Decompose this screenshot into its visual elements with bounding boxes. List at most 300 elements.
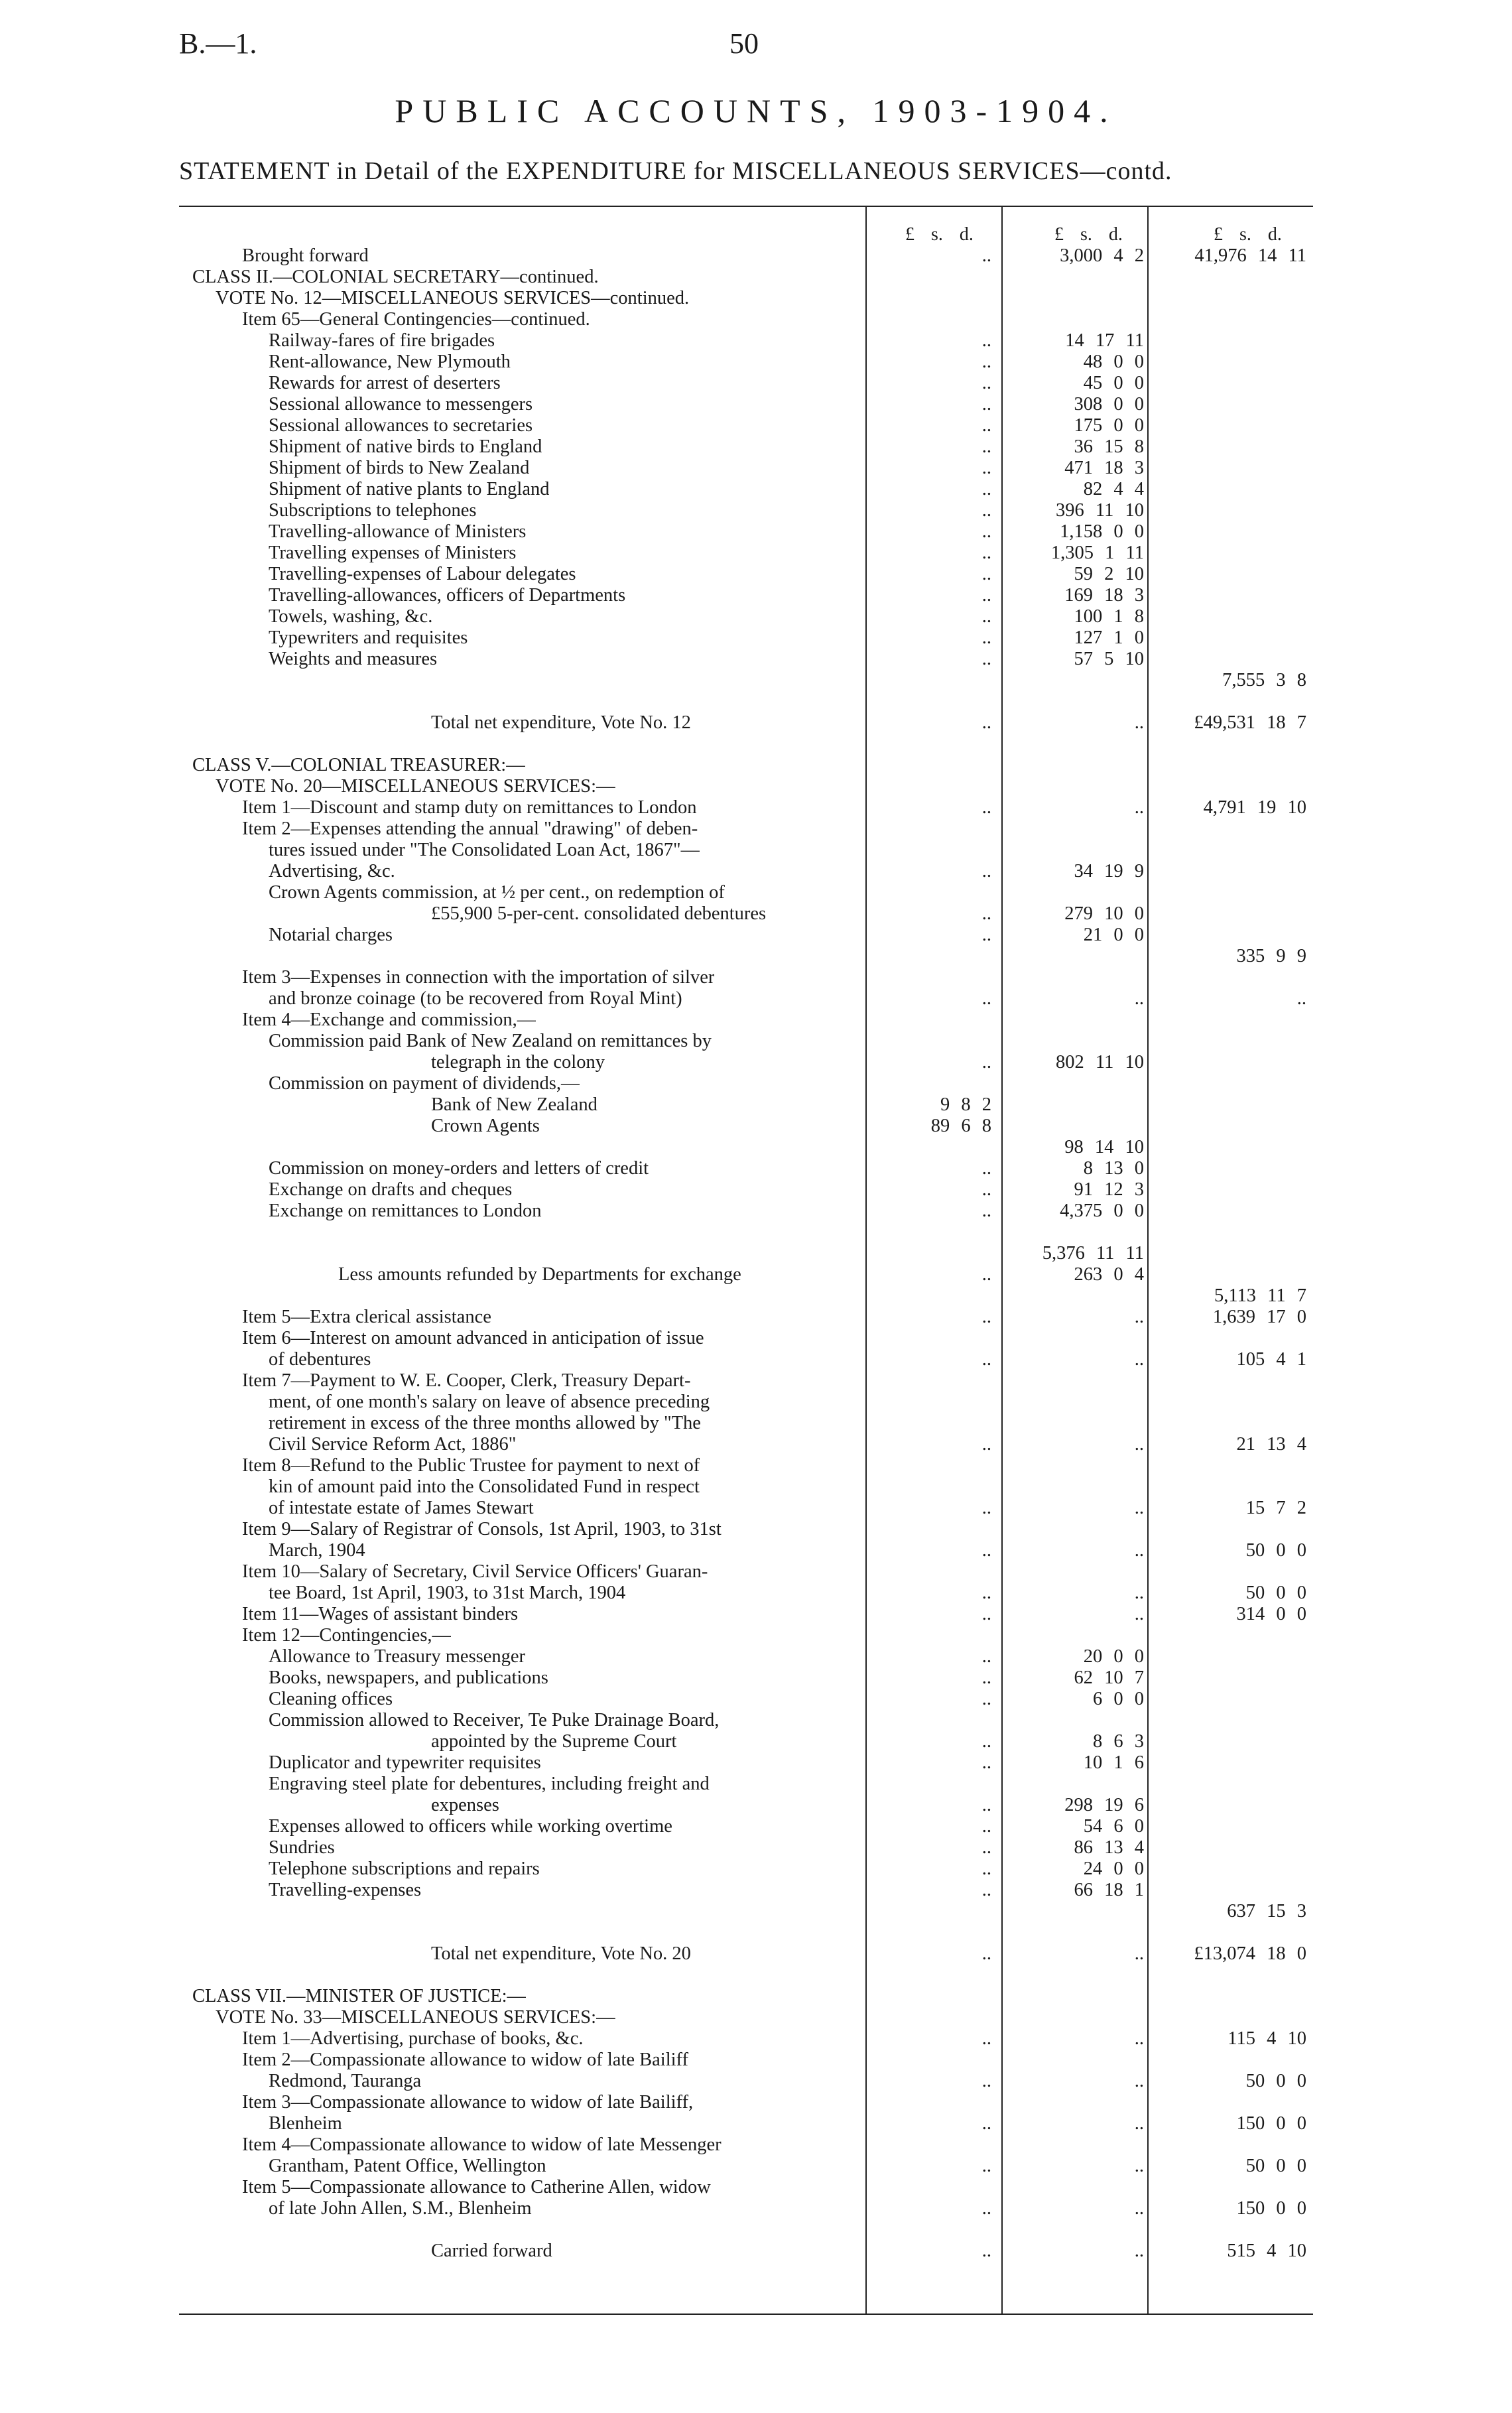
row-label: Less amounts refunded by Departments for exchange [338, 1264, 741, 1285]
amount-c1: .. [981, 649, 991, 669]
amount-c2: .. [1134, 1307, 1144, 1327]
row-label: Weights and measures [269, 649, 438, 669]
amount-c2: 48 0 0 [1083, 352, 1144, 372]
amount-c2: 21 0 0 [1083, 925, 1144, 945]
amount-c1: .. [981, 1667, 991, 1688]
row-label: and bronze coinage (to be recovered from Royal Mint) [269, 988, 682, 1009]
table-row [179, 1795, 1313, 1816]
table-row [179, 925, 1313, 946]
amount-c1: .. [981, 1264, 991, 1285]
amount-c1: .. [981, 1540, 991, 1561]
table-row [179, 1943, 1313, 1965]
row-label: Item 6—Interest on amount advanced in anticipation of issue [242, 1328, 704, 1348]
row-label: of intestate estate of James Stewart [269, 1498, 534, 1518]
amount-c2: 6 0 0 [1093, 1689, 1144, 1709]
table-row [179, 649, 1313, 670]
table-row [179, 2007, 1313, 2028]
amount-c1: .. [981, 1859, 991, 1879]
amount-c1: .. [981, 479, 991, 499]
row-label: Carried forward [431, 2241, 552, 2261]
table-row [179, 1179, 1313, 1201]
amount-c2: 98 14 10 [1064, 1137, 1144, 1157]
table-row [179, 734, 1313, 755]
row-label: CLASS VII.—MINISTER OF JUSTICE:— [192, 1986, 527, 2006]
amount-c2: .. [1134, 1604, 1144, 1624]
amount-c2: 471 18 3 [1064, 458, 1144, 478]
table-row [179, 1667, 1313, 1689]
table-row [179, 415, 1313, 436]
row-label: Item 4—Compassionate allowance to widow of late Messenger [242, 2134, 722, 2155]
table-row [179, 2113, 1313, 2134]
table-row [179, 479, 1313, 500]
row-label: ment, of one month's salary on leave of absence preceding [269, 1392, 710, 1412]
table-row [179, 755, 1313, 776]
amount-c3: 637 15 3 [1227, 1901, 1306, 1922]
table-row [179, 1455, 1313, 1476]
row-label: expenses [431, 1795, 499, 1815]
table-row [179, 585, 1313, 606]
amount-c2: .. [1134, 1349, 1144, 1370]
row-label: Shipment of birds to New Zealand [269, 458, 530, 478]
amount-c1: .. [981, 394, 991, 415]
amount-c2: .. [1134, 2241, 1144, 2261]
table-row [179, 2028, 1313, 2050]
row-label: Item 65—General Contingencies—continued. [242, 309, 590, 330]
table-row [179, 1752, 1313, 1774]
table-row [179, 691, 1313, 712]
table-row [179, 1413, 1313, 1434]
amount-c3: 50 0 0 [1245, 2071, 1306, 2091]
amount-c1: .. [981, 903, 991, 924]
row-label: telegraph in the colony [431, 1052, 605, 1073]
row-label: Bank of New Zealand [431, 1094, 598, 1115]
row-label: retirement in excess of the three months allowed by "The [269, 1413, 701, 1433]
table-row [179, 606, 1313, 627]
table-row [179, 776, 1313, 797]
amount-c1: .. [981, 861, 991, 881]
amount-c2: 36 15 8 [1074, 436, 1144, 457]
row-label: Notarial charges [269, 925, 393, 945]
amount-c1: .. [981, 373, 991, 393]
row-label: CLASS II.—COLONIAL SECRETARY—continued. [192, 267, 599, 287]
amount-c1: 9 8 2 [940, 1094, 991, 1115]
page-number: 50 [729, 27, 759, 60]
table-row [179, 1922, 1313, 1943]
amount-c2: 127 1 0 [1074, 627, 1144, 648]
row-label: Item 7—Payment to W. E. Cooper, Clerk, Treasury Depart- [242, 1370, 691, 1391]
row-label: Rent-allowance, New Plymouth [269, 352, 511, 372]
row-label: Item 3—Compassionate allowance to widow of late Bailiff, [242, 2092, 694, 2113]
statement-subtitle: STATEMENT in Detail of the EXPENDITURE for MISCELLANEOUS SERVICES—contd. [179, 157, 1172, 185]
table-row [179, 500, 1313, 521]
table-row [179, 818, 1313, 840]
row-label: Commission on money-orders and letters of credit [269, 1158, 649, 1179]
amount-c2: 263 0 4 [1074, 1264, 1144, 1285]
amount-c1: .. [981, 1795, 991, 1815]
amount-c1: .. [981, 521, 991, 542]
amount-c1: .. [981, 1349, 991, 1370]
amount-c1: .. [981, 352, 991, 372]
table-row [179, 267, 1313, 288]
table-row [179, 967, 1313, 988]
amount-c2: 82 4 4 [1083, 479, 1144, 499]
row-label: Engraving steel plate for debentures, including freight and [269, 1774, 710, 1794]
amount-c1: .. [981, 1837, 991, 1858]
amount-c2: .. [1134, 2156, 1144, 2176]
table-row [179, 1561, 1313, 1583]
row-label: Travelling-expenses [269, 1880, 422, 1900]
table-row [179, 1816, 1313, 1837]
table-row [179, 330, 1313, 352]
amount-c1: .. [981, 1158, 991, 1179]
row-label: Shipment of native plants to England [269, 479, 550, 499]
table-row [179, 394, 1313, 415]
amount-c3: £13,074 18 0 [1194, 1943, 1306, 1964]
amount-c1: .. [981, 436, 991, 457]
amount-c1: .. [981, 1434, 991, 1455]
amount-c2: 62 10 7 [1074, 1667, 1144, 1688]
row-label: Crown Agents commission, at ½ per cent., on redemption of [269, 882, 725, 903]
table-row [179, 1965, 1313, 1986]
row-label: £55,900 5-per-cent. consolidated debentures [431, 903, 767, 924]
amount-c1: .. [981, 712, 991, 733]
amount-c3: 314 0 0 [1236, 1604, 1306, 1624]
row-label: Typewriters and requisites [269, 627, 468, 648]
table-row [179, 1901, 1313, 1922]
table-row [179, 309, 1313, 330]
row-label: Item 11—Wages of assistant binders [242, 1604, 519, 1624]
amount-c1: .. [981, 1604, 991, 1624]
amount-c1: .. [981, 1731, 991, 1752]
row-label: Commission allowed to Receiver, Te Puke Drainage Board, [269, 1710, 720, 1730]
table-row [179, 1689, 1313, 1710]
row-label: Redmond, Tauranga [269, 2071, 422, 2091]
amount-c1: .. [981, 415, 991, 436]
table-row [179, 1646, 1313, 1667]
table-row [179, 2071, 1313, 2092]
expenditure-table [179, 206, 1313, 2315]
table-row [179, 373, 1313, 394]
table-row [179, 2177, 1313, 2198]
row-label: Item 2—Expenses attending the annual "drawing" of deben- [242, 818, 698, 839]
row-label: Travelling-allowances, officers of Departments [269, 585, 626, 606]
row-label: Duplicator and typewriter requisites [269, 1752, 541, 1773]
table-row [179, 2156, 1313, 2177]
amount-c3: 1,639 17 0 [1212, 1307, 1306, 1327]
table-row [179, 1519, 1313, 1540]
amount-c2: 1,305 1 11 [1050, 543, 1144, 563]
amount-c1: .. [981, 988, 991, 1009]
table-row [179, 1583, 1313, 1604]
amount-c3: 335 9 9 [1236, 946, 1306, 966]
row-label: Blenheim [269, 2113, 342, 2134]
table-row [179, 1073, 1313, 1094]
row-label: Cleaning offices [269, 1689, 393, 1709]
row-label: Grantham, Patent Office, Wellington [269, 2156, 546, 2176]
table-row [179, 1307, 1313, 1328]
amount-c1: .. [981, 1583, 991, 1603]
table-row [179, 1094, 1313, 1116]
row-label: Commission on payment of dividends,— [269, 1073, 580, 1094]
amount-c2: 279 10 0 [1064, 903, 1144, 924]
table-row [179, 1264, 1313, 1285]
amount-c3: 41,976 14 11 [1194, 245, 1306, 266]
table-row [179, 2219, 1313, 2241]
amount-c1: .. [981, 458, 991, 478]
amount-c1: .. [981, 1052, 991, 1073]
amount-c1: .. [981, 627, 991, 648]
amount-c1: .. [981, 245, 991, 266]
table-row [179, 1158, 1313, 1179]
table-row [179, 458, 1313, 479]
amount-c3: 150 0 0 [1236, 2113, 1306, 2134]
row-label: Item 5—Extra clerical assistance [242, 1307, 491, 1327]
amount-c2: 396 11 10 [1056, 500, 1144, 521]
table-row [179, 1859, 1313, 1880]
row-label: VOTE No. 20—MISCELLANEOUS SERVICES:— [216, 776, 615, 797]
table-row [179, 2134, 1313, 2156]
row-label: Sessional allowance to messengers [269, 394, 533, 415]
row-label: Allowance to Treasury messenger [269, 1646, 526, 1667]
amount-c1: .. [981, 543, 991, 563]
table-row [179, 1498, 1313, 1519]
amount-c2: 14 17 11 [1065, 330, 1144, 351]
table-row [179, 1710, 1313, 1731]
row-label: Advertising, &c. [269, 861, 395, 881]
table-row [179, 712, 1313, 734]
amount-c1: .. [981, 925, 991, 945]
amount-c3: 150 0 0 [1236, 2198, 1306, 2219]
amount-c1: .. [981, 1943, 991, 1964]
amount-c3: 21 13 4 [1236, 1434, 1306, 1455]
row-label: Travelling expenses of Ministers [269, 543, 517, 563]
row-label: tures issued under "The Consolidated Loan Act, 1867"— [269, 840, 700, 860]
row-label: Total net expenditure, Vote No. 20 [431, 1943, 691, 1964]
row-label: appointed by the Supreme Court [431, 1731, 677, 1752]
amount-c1: .. [981, 564, 991, 584]
amount-c2: 8 6 3 [1093, 1731, 1144, 1752]
table-row [179, 1349, 1313, 1370]
amount-c2: .. [1134, 2113, 1144, 2134]
row-label: Item 3—Expenses in connection with the importation of silver [242, 967, 715, 988]
amount-c2: 45 0 0 [1083, 373, 1144, 393]
amount-c2: 91 12 3 [1074, 1179, 1144, 1200]
row-label: Subscriptions to telephones [269, 500, 477, 521]
row-label: Expenses allowed to officers while working overtime [269, 1816, 672, 1837]
amount-c1: .. [981, 2241, 991, 2261]
table-row [179, 861, 1313, 882]
table-row [179, 2198, 1313, 2219]
row-label: Brought forward [242, 245, 369, 266]
amount-c1: 89 6 8 [930, 1116, 991, 1136]
amount-c2: 8 13 0 [1083, 1158, 1144, 1179]
row-label: Towels, washing, &c. [269, 606, 433, 627]
table-row [179, 1285, 1313, 1307]
table-row [179, 1986, 1313, 2007]
currency-header-col2: £ s. d. [1054, 224, 1123, 245]
amount-c3: .. [1296, 988, 1306, 1009]
row-label: Exchange on drafts and cheques [269, 1179, 513, 1200]
amount-c2: 4,375 0 0 [1060, 1201, 1144, 1221]
table-row [179, 436, 1313, 458]
amount-c1: .. [981, 797, 991, 818]
amount-c1: .. [981, 1179, 991, 1200]
row-label: Sessional allowances to secretaries [269, 415, 533, 436]
amount-c1: .. [981, 2156, 991, 2176]
table-row [179, 1137, 1313, 1158]
row-label: March, 1904 [269, 1540, 365, 1561]
page-ref: B.—1. [179, 27, 257, 60]
table-row [179, 1031, 1313, 1052]
amount-c2: 24 0 0 [1083, 1859, 1144, 1879]
amount-c2: 298 19 6 [1064, 1795, 1144, 1815]
amount-c1: .. [981, 1201, 991, 1221]
row-label: Total net expenditure, Vote No. 12 [431, 712, 691, 733]
amount-c2: 175 0 0 [1074, 415, 1144, 436]
row-label: Shipment of native birds to England [269, 436, 542, 457]
amount-c1: .. [981, 1752, 991, 1773]
amount-c2: 5,376 11 11 [1042, 1243, 1144, 1264]
table-row [179, 564, 1313, 585]
row-label: Exchange on remittances to London [269, 1201, 542, 1221]
table-row [179, 1370, 1313, 1392]
amount-c2: .. [1134, 2198, 1144, 2219]
amount-c3: 50 0 0 [1245, 2156, 1306, 2176]
amount-c1: .. [981, 1498, 991, 1518]
row-label: Sundries [269, 1837, 335, 1858]
amount-c2: .. [1134, 1434, 1144, 1455]
amount-c1: .. [981, 2198, 991, 2219]
amount-c3: 4,791 19 10 [1203, 797, 1306, 818]
table-row [179, 288, 1313, 309]
amount-c3: 105 4 1 [1236, 1349, 1306, 1370]
amount-c1: .. [981, 2113, 991, 2134]
table-top-rule [179, 206, 1313, 207]
amount-c2: 66 18 1 [1074, 1880, 1144, 1900]
amount-c2: 57 5 10 [1074, 649, 1144, 669]
table-row [179, 1243, 1313, 1264]
amount-c2: .. [1134, 1498, 1144, 1518]
currency-header-col1: £ s. d. [905, 224, 974, 245]
amount-c1: .. [981, 1689, 991, 1709]
table-row [179, 2241, 1313, 2262]
table-row [179, 1540, 1313, 1561]
amount-c2: 802 11 10 [1056, 1052, 1144, 1073]
row-label: Commission paid Bank of New Zealand on remittances by [269, 1031, 712, 1051]
table-row [179, 840, 1313, 861]
amount-c2: 3,000 4 2 [1060, 245, 1144, 266]
table-row [179, 627, 1313, 649]
amount-c1: .. [981, 1880, 991, 1900]
row-label: Telephone subscriptions and repairs [269, 1859, 540, 1879]
row-label: of late John Allen, S.M., Blenheim [269, 2198, 532, 2219]
amount-c3: 5,113 11 7 [1214, 1285, 1306, 1306]
row-label: tee Board, 1st April, 1903, to 31st March, 1904 [269, 1583, 626, 1603]
amount-c3: 115 4 10 [1228, 2028, 1306, 2049]
amount-c1: .. [981, 1307, 991, 1327]
table-row [179, 1201, 1313, 1222]
amount-c1: .. [981, 2028, 991, 2049]
amount-c2: 86 13 4 [1074, 1837, 1144, 1858]
table-row [179, 1392, 1313, 1413]
amount-c1: .. [981, 2071, 991, 2091]
row-label: CLASS V.—COLONIAL TREASURER:— [192, 755, 525, 775]
row-label: Item 10—Salary of Secretary, Civil Service Officers' Guaran- [242, 1561, 708, 1582]
amount-c2: 20 0 0 [1083, 1646, 1144, 1667]
table-row [179, 1604, 1313, 1625]
amount-c2: 34 19 9 [1074, 861, 1144, 881]
table-row [179, 543, 1313, 564]
amount-c2: .. [1134, 1943, 1144, 1964]
table-row [179, 903, 1313, 925]
amount-c1: .. [981, 330, 991, 351]
table-row [179, 1774, 1313, 1795]
table-row [179, 1434, 1313, 1455]
row-label: Item 8—Refund to the Public Trustee for payment to next of [242, 1455, 700, 1476]
amount-c3: 50 0 0 [1245, 1540, 1306, 1561]
table-row [179, 245, 1313, 267]
row-label: Travelling-allowance of Ministers [269, 521, 527, 542]
amount-c1: .. [981, 606, 991, 627]
table-row [179, 797, 1313, 818]
amount-c2: 54 6 0 [1083, 1816, 1144, 1837]
table-row [179, 1116, 1313, 1137]
table-row [179, 1625, 1313, 1646]
row-label: Item 9—Salary of Registrar of Consols, 1st April, 1903, to 31st [242, 1519, 722, 1539]
amount-c2: 100 1 8 [1074, 606, 1144, 627]
amount-c2: .. [1134, 2071, 1144, 2091]
table-row [179, 1837, 1313, 1859]
row-label: of debentures [269, 1349, 371, 1370]
amount-c1: .. [981, 585, 991, 606]
amount-c2: 59 2 10 [1074, 564, 1144, 584]
table-row [179, 1880, 1313, 1901]
table-row [179, 670, 1313, 691]
row-label: Item 1—Discount and stamp duty on remittances to London [242, 797, 697, 818]
row-label: Item 12—Contingencies,— [242, 1625, 452, 1646]
amount-c3: 50 0 0 [1245, 1583, 1306, 1603]
table-row [179, 1731, 1313, 1752]
table-row [179, 2092, 1313, 2113]
currency-header-col3: £ s. d. [1214, 224, 1282, 245]
amount-c2: 10 1 6 [1083, 1752, 1144, 1773]
amount-c1: .. [981, 1646, 991, 1667]
row-label: Crown Agents [431, 1116, 540, 1136]
amount-c3: 15 7 2 [1245, 1498, 1306, 1518]
table-bottom-rule [179, 2314, 1313, 2315]
row-label: Railway-fares of fire brigades [269, 330, 495, 351]
row-label: Rewards for arrest of deserters [269, 373, 501, 393]
row-label: Item 5—Compassionate allowance to Catherine Allen, widow [242, 2177, 711, 2197]
row-label: Item 4—Exchange and commission,— [242, 1010, 536, 1030]
amount-c1: .. [981, 1816, 991, 1837]
row-label: Item 2—Compassionate allowance to widow of late Bailiff [242, 2050, 689, 2070]
table-row [179, 988, 1313, 1010]
amount-c2: .. [1134, 1540, 1144, 1561]
table-row [179, 2050, 1313, 2071]
row-label: VOTE No. 33—MISCELLANEOUS SERVICES:— [216, 2007, 615, 2028]
page-title: PUBLIC ACCOUNTS, 1903-1904. [395, 92, 1117, 129]
amount-c3: 515 4 10 [1227, 2241, 1306, 2261]
amount-c2: 1,158 0 0 [1060, 521, 1144, 542]
row-label: VOTE No. 12—MISCELLANEOUS SERVICES—continued. [216, 288, 690, 308]
table-row [179, 946, 1313, 967]
table-row [179, 1476, 1313, 1498]
amount-c2: 169 18 3 [1064, 585, 1144, 606]
table-row [179, 1328, 1313, 1349]
amount-c3: £49,531 18 7 [1194, 712, 1306, 733]
row-label: Item 1—Advertising, purchase of books, &c. [242, 2028, 584, 2049]
